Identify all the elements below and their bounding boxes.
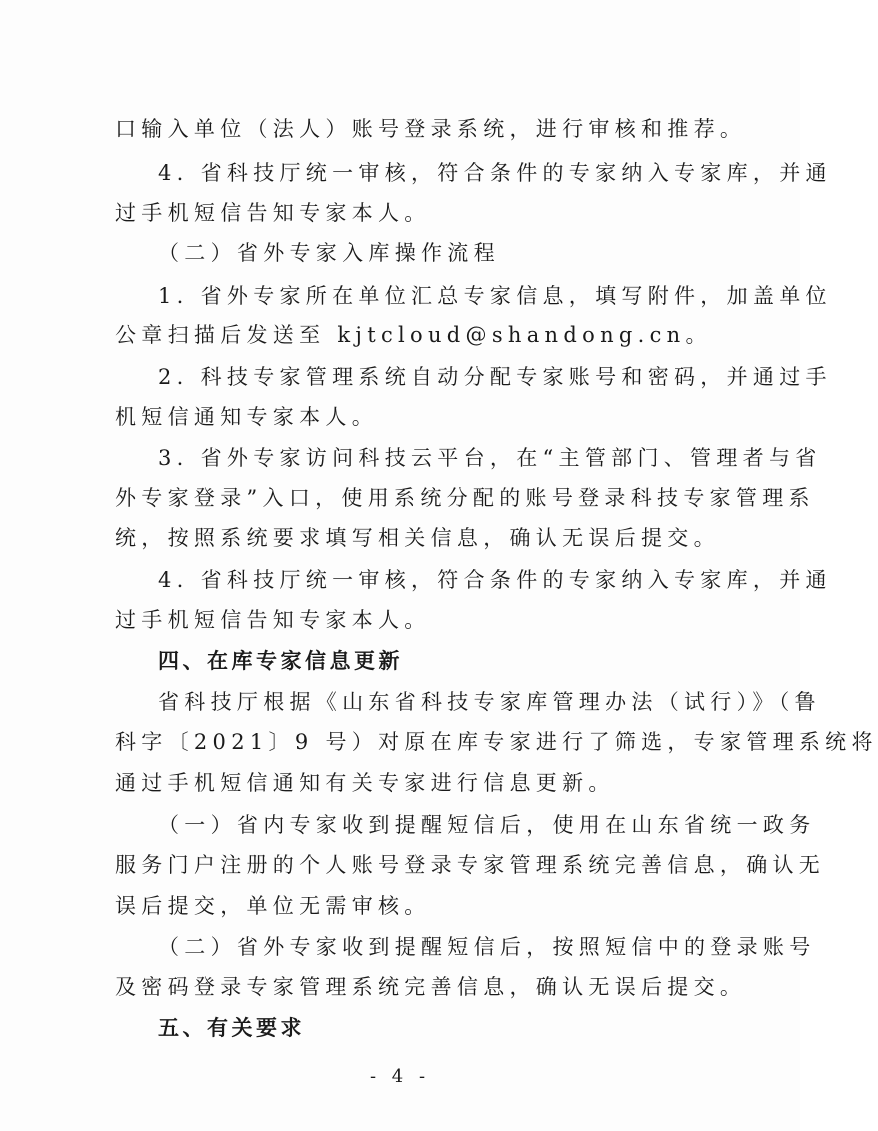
text-line: 外专家登录”入口，使用系统分配的账号登录科技专家管理系	[115, 486, 815, 510]
text-line: 及密码登录专家管理系统完善信息，确认无误后提交。	[115, 975, 747, 999]
text-line: 口输入单位（法人）账号登录系统，进行审核和推荐。	[115, 117, 747, 141]
text-line: 4. 省科技厅统一审核，符合条件的专家纳入专家库，并通	[158, 568, 832, 592]
text-line: 机短信通知专家本人。	[115, 405, 378, 429]
text-line: 过手机短信告知专家本人。	[115, 608, 431, 632]
text-line: 2. 科技专家管理系统自动分配专家账号和密码，并通过手	[158, 365, 832, 389]
text-line: （一）省内专家收到提醒短信后，使用在山东省统一政务	[158, 813, 816, 837]
text-line: 过手机短信告知专家本人。	[115, 201, 431, 225]
text-line: 4. 省科技厅统一审核，符合条件的专家纳入专家库，并通	[158, 161, 832, 185]
section-subheading: （二）省外专家入库操作流程	[158, 241, 500, 265]
text-line: 科字〔2021〕9 号）对原在库专家进行了筛选，专家管理系统将	[115, 730, 878, 754]
text-line: 省科技厅根据《山东省科技专家库管理办法（试行）》（鲁	[158, 690, 821, 714]
text-line: 误后提交，单位无需审核。	[115, 894, 431, 918]
text-line: 统，按照系统要求填写相关信息，确认无误后提交。	[115, 526, 720, 550]
text-line: 3. 省外专家访问科技云平台，在“主管部门、管理者与省	[158, 446, 822, 470]
section-heading: 四、在库专家信息更新	[158, 649, 403, 673]
text-line: （二）省外专家收到提醒短信后，按照短信中的登录账号	[158, 935, 816, 959]
text-line: 1. 省外专家所在单位汇总专家信息，填写附件，加盖单位	[158, 284, 832, 308]
text-line: 通过手机短信通知有关专家进行信息更新。	[115, 771, 615, 795]
text-line: 公章扫描后发送至 kjtcloud@shandong.cn。	[115, 323, 712, 347]
text-line: 服务门户注册的个人账号登录专家管理系统完善信息，确认无	[115, 853, 826, 877]
section-heading: 五、有关要求	[158, 1016, 305, 1040]
page-number: - 4 -	[369, 1066, 431, 1087]
